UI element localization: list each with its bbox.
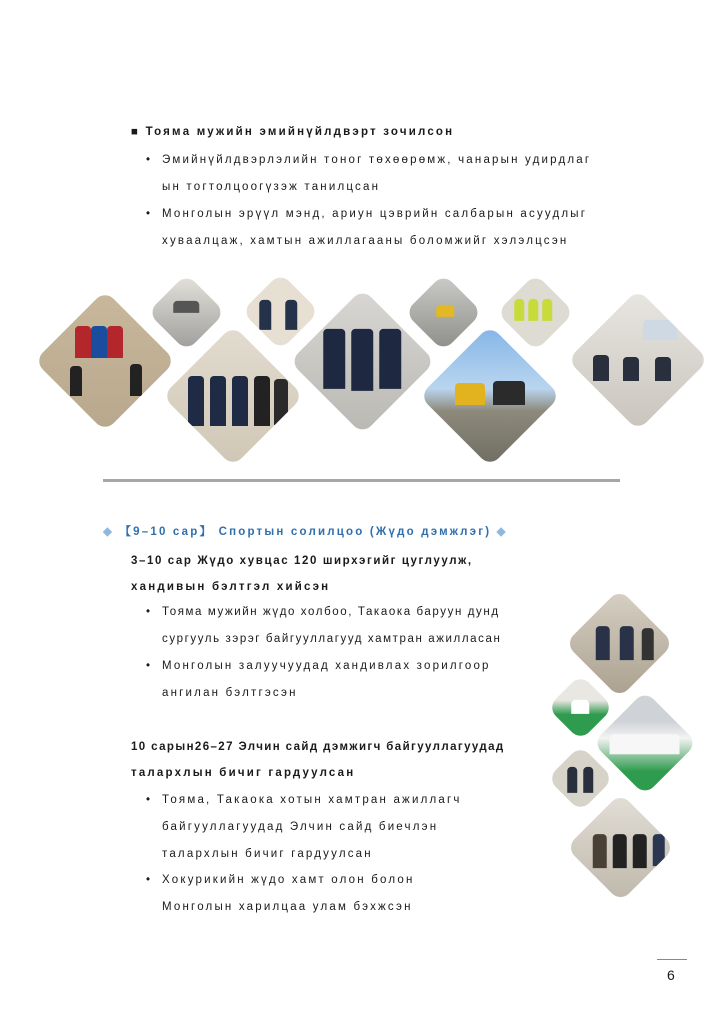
bullet-dot-icon: • (146, 874, 153, 886)
diamond-left-icon: ◆ (103, 526, 115, 538)
page-number: 6 (667, 967, 675, 983)
section1-title: Тоямa мужийн эмийнүйлдвэрт зочилсон (145, 126, 455, 138)
square-bullet-icon: ■ (131, 126, 141, 138)
section1-bullet1-line1: Эмийнүйлдвэрлэлийн тоног төхөөрөмж, чанарын удирдлаг (162, 154, 592, 166)
bullet-dot-icon: • (146, 660, 153, 672)
item1-heading-line2: хандивын бэлтгэл хийсэн (131, 581, 331, 593)
item2-bullet1-line2: байгууллагуудад Элчин сайд биечлэн (162, 821, 439, 833)
section1-bullet1-line2: ын тогтолцоогүзэж танилцсан (162, 181, 381, 193)
item2-heading-line1: 10 сарын26–27 Элчин сайд дэмжигч байгууллагуудад (131, 741, 505, 753)
item1-heading-line1: 3–10 сар Жүдо хувцас 120 ширхэгийг цуглуулж, (131, 555, 473, 567)
photo-workers-vests (497, 274, 575, 352)
photo-two-officials (242, 273, 320, 351)
section-divider (103, 479, 620, 482)
section1-bullet2-line1: Монголын эрүүл мэнд, ариун цэврийн салбарын асуудлыг (162, 208, 588, 220)
item1-bullet2-line2: ангилан бэлтгэсэн (162, 687, 298, 699)
diamond-right-icon: ◆ (496, 526, 508, 538)
item2-bullet2-line1: Хокурикийн жүдо хамт олон болон (162, 874, 415, 886)
bullet-dot-icon: • (146, 154, 153, 166)
item1-bullet1-line1: Тоямa мужийн жүдо холбоо, Такаока баруун дунд (162, 606, 500, 618)
photo-meeting-room (567, 289, 708, 430)
bullet-dot-icon: • (146, 208, 153, 220)
item2-bullet2-line2: Монголын харилцаа улам бэхжсэн (162, 901, 413, 913)
photo-handshake (547, 745, 613, 811)
item1-bullet2-line1: Монголын залуучуудад хандивлах зорилгоор (162, 660, 491, 672)
item2-bullet1-line1: Тояма, Такаока хотын хамтран ажиллагч (162, 794, 462, 806)
bullet-dot-icon: • (146, 606, 153, 618)
photo-company-sign (148, 274, 226, 352)
item2-heading-line2: талархлын бичиг гардуулсан (131, 767, 356, 779)
item1-bullet1-line2: сургууль зэрэг байгууллагууд хамтран ажилласан (162, 633, 502, 645)
page-number-line (657, 959, 687, 960)
item2-bullet1-line3: талархлын бичиг гардуулсан (162, 848, 373, 860)
bullet-dot-icon: • (146, 794, 153, 806)
section2-title: 【9–10 сар】 Спортын солилцоо (Жүдо дэмжлэг) (119, 526, 492, 538)
photo-factory-equipment (405, 274, 483, 352)
section2-title-row (103, 527, 508, 539)
section1-title-row (131, 127, 454, 139)
section1-bullet2-line2: хуваалцаж, хамтын ажиллагааны боломжийг хэлэлцсэн (162, 235, 569, 247)
